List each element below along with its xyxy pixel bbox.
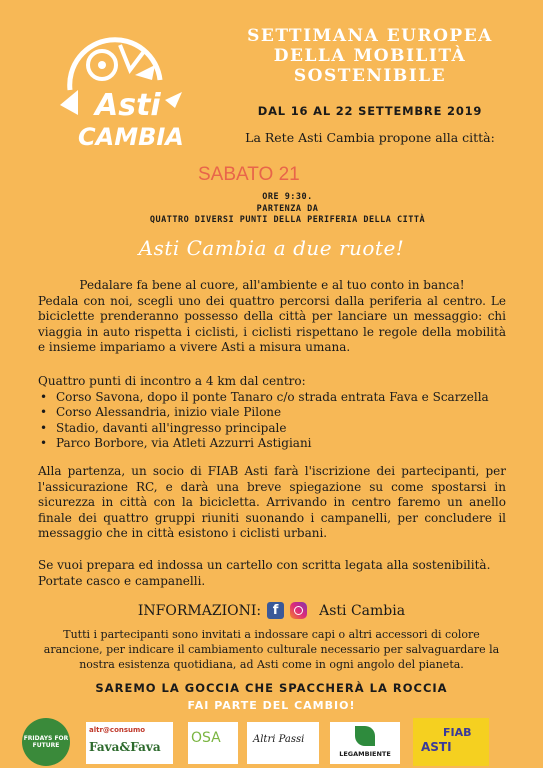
fiab-asti-logo: FIAB ASTI xyxy=(413,718,489,766)
event-dates: DAL 16 AL 22 SETTEMBRE 2019 xyxy=(257,104,483,118)
instagram-icon[interactable] xyxy=(290,602,307,619)
meeting-list xyxy=(38,390,506,452)
meeting-title: Quattro punti di incontro a 4 km dal centro: xyxy=(38,374,306,388)
list-item: • Stadio, davanti all'ingresso principale xyxy=(38,421,506,437)
svg-text:Asti: Asti xyxy=(95,88,161,123)
orange-invite: Tutti i partecipanti sono invitati a indossare capi o altri accessori di colore arancione, per indicare il cambiamento culturale necessario per salvaguardare la nostra esistenza quotidiana, ad Asti come in ogni angolo del pianeta. xyxy=(43,628,500,671)
intro-text: Pedala con noi, scegli uno dei quattro percorsi dalla periferia al centro. Le biciclette prenderanno possesso della città per lanciare un messaggio: chi viaggia in auto rispetta i ciclisti, i ciclisti rispettano le regole della mobilità e insieme impariamo a vivere Asti a misura umana. xyxy=(38,293,506,354)
asti-cambia-logo xyxy=(40,20,190,160)
helmet-text: Portate casco e campanelli. xyxy=(38,573,206,588)
departure-label: PARTENZA DA xyxy=(256,204,319,214)
title-line-3: SOSTENIBILE xyxy=(293,66,447,86)
title-line-1: SETTIMANA EUROPEA xyxy=(247,26,493,46)
motto: SAREMO LA GOCCIA CHE SPACCHERÀ LA ROCCIA xyxy=(95,681,448,695)
altri-passi-logo: Altri Passi xyxy=(247,722,319,764)
sign-paragraph xyxy=(38,558,506,589)
departure-points: QUATTRO DIVERSI PUNTI DELLA PERIFERIA DELLA CITTÀ xyxy=(149,215,426,225)
sponsor-logos xyxy=(0,716,543,768)
event-day: SABATO 21 xyxy=(198,164,300,185)
legambiente-logo: LEGAMBIENTE xyxy=(330,722,400,764)
info-label: INFORMAZIONI: xyxy=(137,602,262,619)
list-item: • Corso Savona, dopo il ponte Tanaro c/o strada entrata Fava e Scarzella xyxy=(38,390,506,406)
departure-paragraph: Alla partenza, un socio di FIAB Asti farà l'iscrizione dei partecipanti, per l'assicurazione RC, e darà una breve spiegazione su come spostarsi in sicurezza in città con la bicicletta. Arrivando in centro faremo un anello finale dei quattro gruppi riuniti suonando i campanelli, per concludere il messaggio che in città esistono i ciclisti urbani. xyxy=(38,464,506,540)
slogan-heading: Asti Cambia a due ruote! xyxy=(138,236,405,260)
info-line xyxy=(0,602,543,619)
join-call: FAI PARTE DEL CAMBIO! xyxy=(187,699,356,712)
meeting-points xyxy=(38,374,506,452)
facebook-icon[interactable]: f xyxy=(267,602,284,619)
osa-logo: OSA xyxy=(188,722,238,764)
social-account-name[interactable]: Asti Cambia xyxy=(319,602,406,619)
list-item: • Corso Alessandria, inizio viale Pilone xyxy=(38,405,506,421)
intro-headline: Pedalare fa bene al cuore, all'ambiente e al tuo conto in banca! xyxy=(79,278,465,292)
leaf-icon xyxy=(355,726,375,746)
event-title xyxy=(220,26,520,86)
sign-text: Se vuoi prepara ed indossa un cartello con scritta legata alla sostenibilità. xyxy=(38,558,491,572)
fridays-for-future-logo: FRIDAYS FOR FUTURE xyxy=(22,718,70,766)
intro-paragraph xyxy=(38,278,506,356)
title-line-2: DELLA MOBILITÀ xyxy=(273,46,467,66)
list-item: • Parco Borbore, via Atleti Azzurri Astigiani xyxy=(38,436,506,452)
svg-text:CAMBIA: CAMBIA xyxy=(78,123,184,151)
fava-fava-logo: altr@consumo Fava&Fava xyxy=(86,722,173,764)
network-intro: La Rete Asti Cambia propone alla città: xyxy=(245,130,495,145)
event-time: ORE 9:30. xyxy=(262,192,313,202)
